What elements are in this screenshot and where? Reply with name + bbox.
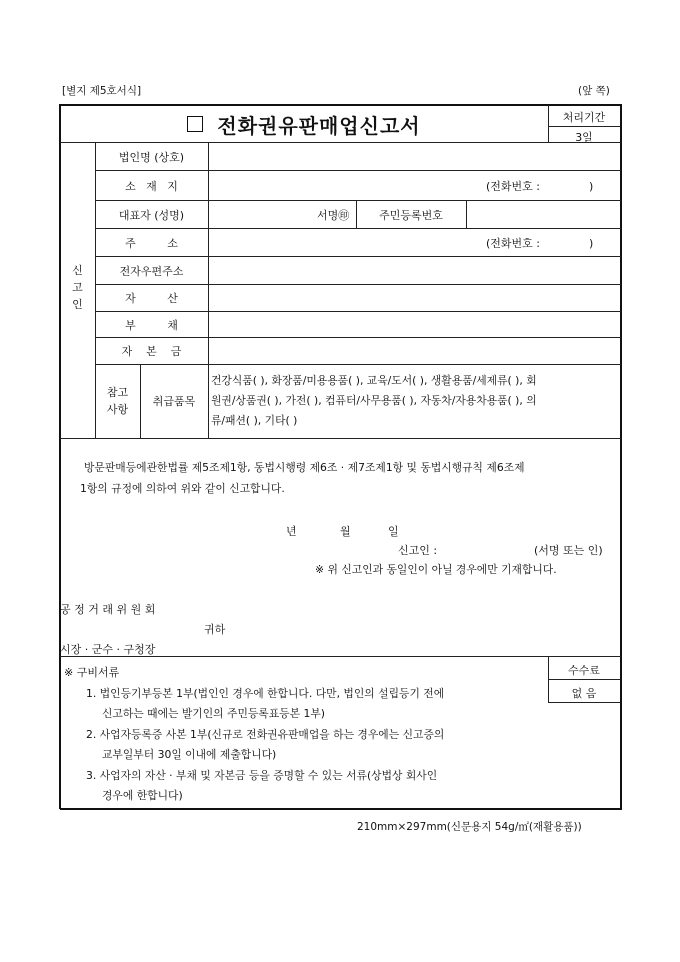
date-day: 일 [388, 525, 399, 538]
reporter-label: 신고인 : [398, 544, 438, 557]
address-phone: (전화번호 : ) [486, 237, 594, 250]
processing-period-label: 처리기간 [562, 111, 606, 124]
checkbox-icon[interactable] [187, 116, 203, 132]
frame-bottom [60, 808, 622, 810]
email-label: 전자우편주소 [119, 265, 184, 278]
reporter-group-label: 신 고 인 [72, 264, 83, 311]
fee-value: 없 음 [571, 687, 597, 700]
assets-field[interactable] [209, 285, 620, 311]
form-number: [별지 제5호서식] [62, 85, 142, 97]
attachment-1b: 신고하는 때에는 발기인의 주민등록표등본 1부) [102, 707, 325, 720]
form-title: 전화권유판매업신고서 [60, 106, 548, 142]
signature-mark: 서명㊞ [317, 209, 350, 222]
date-month: 월 [340, 525, 351, 538]
liabilities-field[interactable] [209, 312, 620, 337]
attachment-3a: 3. 사업자의 자산 · 부채 및 자본금 등을 증명할 수 있는 서류(상법상 회사인 [86, 769, 438, 782]
fee-label: 수수료 [568, 664, 600, 677]
items-options[interactable]: 건강식품( ), 화장품/미용용품( ), 교육/도서( ), 생활용품/세제류( ), 회 원권/상품권( ), 가전( ), 컴퓨터/사무용품( ), 자동차/자용차용품( ), 의 류/패션( ), 기타( ) [211, 374, 537, 427]
capital-label: 자 본 금 [121, 345, 182, 358]
reporter-note: ※ 위 신고인과 동일인이 아닐 경우에만 기재합니다. [315, 563, 557, 576]
representative-label: 대표자 (성명) [118, 209, 185, 222]
attachments-title: ※ 구비서류 [64, 666, 120, 679]
resident-number-field[interactable] [467, 201, 620, 228]
email-field[interactable] [209, 257, 620, 284]
recipient-honorific: 귀하 [204, 623, 226, 636]
sign-or-seal: (서명 또는 인) [534, 544, 603, 557]
attachment-2a: 2. 사업자등록증 사본 1부(신규로 전화권유판매업을 하는 경우에는 신고증의 [86, 728, 445, 741]
resident-number-label: 주민등록번호 [379, 209, 443, 222]
paper-spec: 210mm×297mm(신문용지 54g/㎡(재활용품)) [357, 821, 582, 833]
declaration-line-1: 방문판매등에관한법률 제5조제1항, 동법시행령 제6조 · 제7조제1항 및 동법시행규칙 제6조제 [84, 461, 525, 474]
attachment-2b: 교부일부터 30일 이내에 제출합니다) [102, 748, 277, 761]
frame-left [59, 104, 61, 809]
capital-field[interactable] [209, 338, 620, 364]
corp-name-label: 법인명 (상호) [118, 151, 185, 164]
location-phone: (전화번호 : ) [486, 180, 594, 193]
liabilities-label: 부 채 [125, 319, 178, 332]
processing-period-value: 3일 [575, 131, 593, 144]
corp-name-field[interactable] [209, 143, 620, 170]
date-year: 년 [286, 525, 297, 538]
attachment-1a: 1. 법인등기부등본 1부(법인인 경우에 한합니다. 다만, 법인의 설립등기 전에 [86, 687, 445, 700]
frame-right [620, 104, 622, 809]
recipient-local: 시장 · 군수 · 구청장 [60, 643, 156, 656]
attachment-3b: 경우에 한합니다) [102, 789, 183, 802]
recipient-agency: 공 정 거 래 위 원 회 [60, 603, 156, 616]
address-label: 주 소 [125, 237, 178, 250]
page-side: (앞 쪽) [578, 85, 610, 97]
items-label: 취급품목 [152, 395, 196, 408]
declaration-line-2: 1항의 규정에 의하여 위와 같이 신고합니다. [80, 482, 285, 495]
notes-label: 참고 사항 [106, 386, 129, 416]
location-label: 소 재 지 [125, 180, 178, 193]
assets-label: 자 산 [125, 292, 178, 305]
